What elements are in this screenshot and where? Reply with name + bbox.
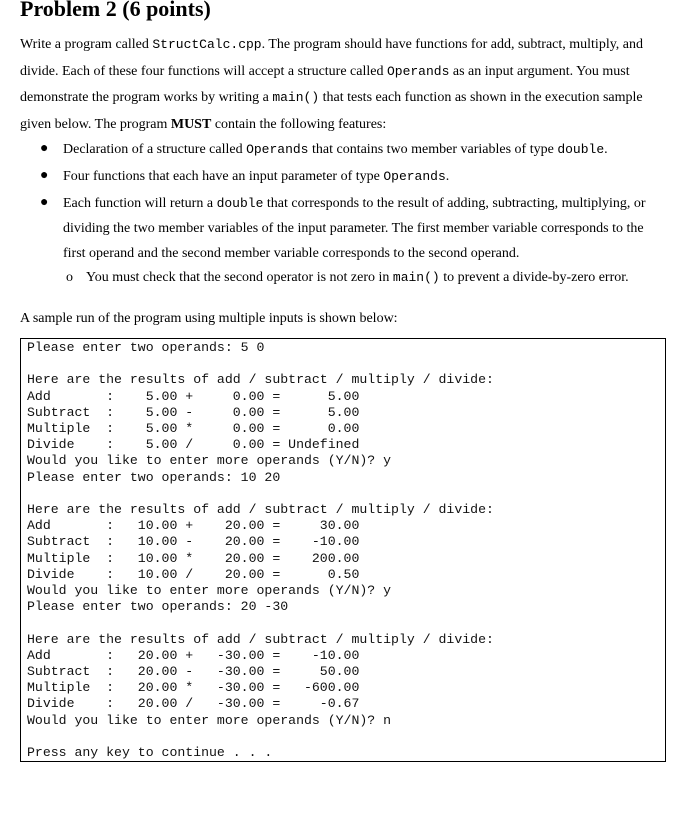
- console-line: Here are the results of add / subtract / multiply / divide:: [27, 631, 494, 647]
- console-line: Subtract : 10.00 - 20.00 = -10.00: [27, 534, 360, 550]
- text: Each function will return a: [63, 196, 217, 211]
- console-line: [27, 729, 494, 745]
- text: divide. Each of these four functions will accept a structure called: [20, 63, 387, 79]
- list-item-text: dividing the two member variables of the input parameter. The first member variable corresponds to the: [63, 221, 644, 236]
- console-line: Divide : 10.00 / 20.00 = 0.50: [27, 566, 360, 582]
- console-line: Would you like to enter more operands (Y/N)? n: [27, 712, 392, 728]
- text: Write a program called: [20, 37, 153, 52]
- text: demonstrate the program works by writing a: [20, 90, 273, 105]
- console-line: Subtract : 5.00 - 0.00 = 5.00: [27, 404, 360, 420]
- emphasis-must: MUST: [170, 116, 212, 132]
- description-line: [20, 85, 670, 112]
- code: Operands: [383, 169, 446, 184]
- console-line: Here are the results of add / subtract / multiply / divide:: [27, 372, 494, 388]
- list-item-text: [63, 164, 449, 189]
- console-line: [27, 356, 494, 372]
- console-line: Multiple : 10.00 * 20.00 = 200.00: [27, 550, 360, 566]
- console-line: Add : 5.00 + 0.00 = 5.00: [27, 388, 360, 404]
- console-line: [27, 615, 494, 631]
- text: .: [604, 142, 608, 157]
- text: that corresponds to the result of adding, subtracting, multiplying, or: [263, 196, 646, 211]
- circle-bullet-icon: o: [66, 270, 73, 285]
- code: double: [216, 196, 264, 211]
- text: You must check that the second operator is not zero in: [86, 270, 393, 285]
- console-line: Multiple : 5.00 * 0.00 = 0.00: [27, 421, 360, 437]
- sample-run-intro: A sample run of the program using multiple inputs is shown below:: [20, 311, 398, 326]
- code: double: [557, 142, 605, 157]
- sub-list-item-text: [86, 265, 629, 291]
- console-line: [27, 486, 494, 502]
- struct-name-code: Operands: [386, 63, 450, 79]
- console-line: Press any key to continue . . .: [27, 745, 273, 761]
- console-line: Divide : 20.00 / -30.00 = -0.67: [27, 696, 360, 712]
- text: given below. The program: [20, 116, 171, 132]
- description-line: [20, 59, 670, 86]
- bullet-icon: ●: [40, 168, 49, 183]
- text: . The program should have functions for add, subtract, multiply, and: [261, 37, 644, 52]
- console-text: [27, 340, 494, 761]
- console-line: Would you like to enter more operands (Y/N)? y: [27, 453, 392, 469]
- text: Declaration of a structure called: [63, 142, 247, 157]
- description-line: [20, 112, 670, 139]
- console-line: Here are the results of add / subtract / multiply / divide:: [27, 502, 494, 518]
- problem-title: Problem 2 (6 points): [20, 0, 211, 21]
- code: Operands: [246, 142, 309, 157]
- text: that tests each function as shown in the execution sample: [319, 90, 643, 105]
- list-item-text: [63, 191, 646, 216]
- description-line: [20, 32, 670, 59]
- console-line: Add : 10.00 + 20.00 = 30.00: [27, 518, 360, 534]
- text: .: [445, 169, 450, 184]
- problem-description: [20, 32, 670, 138]
- console-line: Please enter two operands: 10 20: [27, 469, 281, 485]
- filename-code: StructCalc.cpp: [152, 37, 262, 52]
- console-line: Subtract : 20.00 - -30.00 = 50.00: [27, 664, 360, 680]
- list-item-text: [63, 137, 608, 162]
- text: Four functions that each have an input parameter of type: [63, 169, 384, 184]
- console-line: Add : 20.00 + -30.00 = -10.00: [27, 647, 360, 663]
- bullet-icon: ●: [40, 195, 49, 210]
- console-line: Divide : 5.00 / 0.00 = Undefined: [27, 437, 360, 453]
- text: contain the following features:: [211, 116, 387, 132]
- list-item-text: first operand and the second member variable corresponds to the second operand.: [63, 246, 520, 261]
- main-code: main(): [272, 90, 320, 105]
- text: to prevent a divide-by-zero error.: [439, 270, 629, 285]
- console-line: Please enter two operands: 20 -30: [27, 599, 289, 615]
- text: as an input argument. You must: [449, 63, 630, 79]
- console-output: [20, 338, 666, 762]
- console-line: Multiple : 20.00 * -30.00 = -600.00: [27, 680, 360, 696]
- code: main(): [392, 270, 440, 285]
- console-line: Please enter two operands: 5 0: [27, 340, 265, 355]
- bullet-icon: ●: [40, 141, 49, 156]
- text: that contains two member variables of type: [308, 142, 558, 157]
- console-line: Would you like to enter more operands (Y/N)? y: [27, 583, 392, 599]
